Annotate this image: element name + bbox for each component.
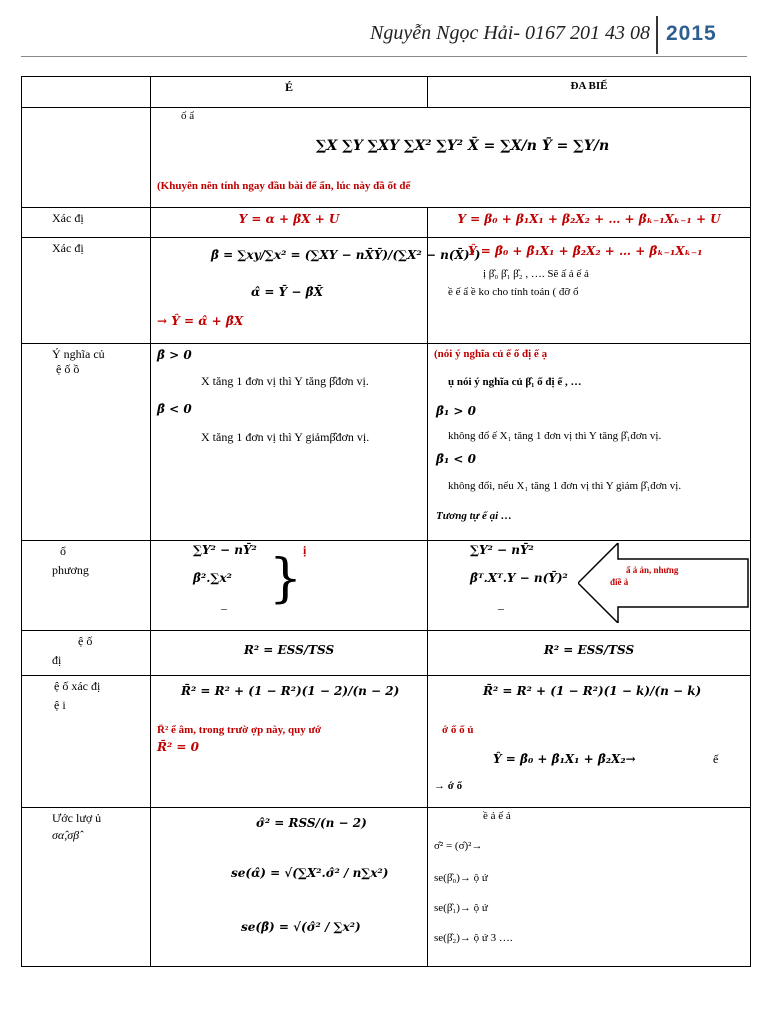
multi-pos-text: không đổ ế X₁ tăng 1 đơn vị thì Y tăng β̂₁đơn vị. — [448, 430, 662, 442]
page-header — [0, 0, 768, 60]
table-header-row — [22, 77, 751, 108]
row-r2-label-cell — [22, 631, 151, 676]
row-r2 — [22, 631, 751, 676]
multi-var-l2: β̂ᵀ.Xᵀ.Y − n(Ȳ)² — [470, 571, 568, 585]
row-adj-label1: ệ ố xác đị — [54, 679, 101, 693]
adj-simple-red2: R̄² = 0 — [157, 740, 199, 754]
adj-multi-tail: → ớ ố — [434, 780, 463, 792]
r2-multi-eq: R² = ESS/TSS — [543, 643, 635, 657]
multi-neg-text: không đổi, nếu X₁ tăng 1 đơn vị thì Y giảm β̂₁đơn vị. — [448, 480, 682, 492]
simple-var-l2: β̂².∑x² — [193, 571, 232, 585]
se-multi-header: ề ả ế ả — [483, 810, 511, 822]
row-se-simple — [151, 808, 428, 967]
row-r2-label1: ệ ố — [78, 634, 93, 648]
row-meaning-simple — [151, 344, 428, 541]
row-meaning-multi — [428, 344, 751, 541]
adj-multi-fit-tail: ế — [713, 752, 719, 766]
multi-var-l3: – — [498, 601, 504, 615]
row-se-label1: Ước lượ ủ — [52, 811, 102, 825]
model-multi-eq: Y = β₀ + β₁X₁ + β₂X₂ + … + βₖ₋₁Xₖ₋₁ + U — [457, 212, 721, 226]
row-model-simple — [151, 208, 428, 238]
simple-var-l3: – — [221, 601, 227, 615]
adj-simple-red1: R̄² ể âm, trong trườ ợp này, quy ướ — [157, 724, 322, 736]
se-multi-4: se(β̂₂)→ ộ ứ 3 …. — [434, 932, 513, 944]
sums-note-top: ố ẩ — [181, 110, 195, 122]
row-estimate-label: Xác đị — [52, 241, 84, 255]
row-r2-simple — [151, 631, 428, 676]
header-author: Nguyễn Ngọc Hải- 0167 201 43 08 — [370, 22, 650, 44]
row-se-multi — [428, 808, 751, 967]
simple-var-red: ị — [303, 543, 307, 557]
adj-multi-red: ớ ố ố ủ — [442, 724, 474, 736]
col-simple-title: É — [284, 80, 293, 94]
multi-estimate-note2: ề ế ẩ ề ko cho tính toán ( đỡ ổ — [448, 286, 579, 298]
multi-pos-cond: β̂₁ > 0 — [436, 404, 476, 418]
multi-var-l1: ∑Y² − nȲ² — [470, 543, 534, 557]
beta-hat-formula: β̂ = ∑xy/∑x² = (∑XY − nX̄Ȳ)/(∑X² − n(X̄)²) — [211, 248, 481, 262]
multi-similar: Tương tự ế ại … — [436, 510, 512, 522]
row-meaning-label1: Ý nghĩa củ — [52, 347, 105, 361]
sums-red-note: (Khuyên nên tính ngay đầu bài để ẩn, lúc này đầ ốt để — [157, 180, 411, 192]
se-alpha-eq: se(α̂) = √(∑X².σ̂² / n∑x²) — [231, 866, 389, 880]
se-multi-1: σ̂² = (σ̂)²→ — [434, 840, 483, 852]
simple-pos-text: X tăng 1 đơn vị thì Y tăng β̂đơn vị. — [201, 374, 369, 388]
sums-formula: ∑X ∑Y ∑XY ∑X² ∑Y² X̄ = ∑X/n Ȳ = ∑Y/n — [316, 138, 610, 154]
sigma-hat-eq: σ̂² = RSS/(n − 2) — [256, 816, 367, 830]
row-se-label2: σα̂,σβ̂ — [52, 828, 80, 842]
row-estimate-multi — [428, 238, 751, 344]
simple-neg-cond: β̂ < 0 — [157, 402, 192, 416]
r2-simple-eq: R² = ESS/TSS — [243, 643, 335, 657]
right-brace: } — [269, 549, 303, 609]
row-model-multi — [428, 208, 751, 238]
row-r2-label2: đị — [52, 653, 62, 667]
se-beta-eq: se(β̂) = √(σ̂² / ∑x²) — [241, 920, 361, 934]
adj-multi-eq: R̄² = R² + (1 − R²)(1 − k)/(n − k) — [483, 684, 702, 698]
col-multi-title: ĐA BIẾ — [570, 80, 608, 92]
arrow-text2: điề ả — [610, 577, 629, 587]
row-meaning — [22, 344, 751, 541]
row-model — [22, 208, 751, 238]
row-variance-label1: ổ — [60, 544, 66, 558]
row-se-label-cell — [22, 808, 151, 967]
header-rule — [21, 56, 747, 57]
row-estimate-label-cell — [22, 238, 151, 344]
row-estimate — [22, 238, 751, 344]
multi-neg-cond: β̂₁ < 0 — [436, 452, 476, 466]
se-multi-2: se(β̂₀)→ ộ ứ — [434, 872, 488, 884]
row-model-label: Xác đị — [52, 211, 84, 225]
row-adj-label2: ệ i — [54, 698, 66, 712]
formula-table — [21, 76, 751, 967]
adj-simple-eq: R̄² = R² + (1 − R²)(1 − 2)/(n − 2) — [181, 684, 400, 698]
model-simple-eq: Y = α + βX + U — [238, 212, 340, 226]
row-meaning-label-cell — [22, 344, 151, 541]
simple-var-l1: ∑Y² − nȲ² — [193, 543, 257, 557]
row-meaning-label2: ệ ố ồ — [56, 362, 80, 376]
row-variance-simple — [151, 541, 428, 631]
multi-meaning-red: (nói ý nghĩa củ ế ố đị ế ạ — [434, 348, 548, 360]
row-variance — [22, 541, 751, 631]
row-r2-multi — [428, 631, 751, 676]
estimate-result: → Ŷ = α̂ + β̂X — [157, 314, 244, 328]
header-simple — [151, 77, 428, 108]
multi-estimate-eq: Ŷ = β̂₀ + β̂₁X₁ + β̂₂X₂ + … + β̂ₖ₋₁Xₖ₋₁ — [468, 244, 703, 258]
row-model-label-cell — [22, 208, 151, 238]
row-sums-content — [151, 108, 751, 208]
row-se — [22, 808, 751, 967]
left-arrow-shape — [578, 543, 750, 623]
row-adj-label-cell — [22, 676, 151, 808]
header-year: 2015 — [666, 22, 717, 45]
row-estimate-simple — [151, 238, 481, 344]
row-adj-simple — [151, 676, 428, 808]
arrow-text1: ấ ả ản, nhưng — [626, 565, 679, 575]
row-adj — [22, 676, 751, 808]
header-cell-empty — [22, 77, 151, 108]
row-variance-label-cell — [22, 541, 151, 631]
row-variance-multi — [428, 541, 751, 631]
header-divider — [656, 16, 658, 54]
multi-estimate-note1: ị β̂₀ β̂₁ β̂₂ , …. Sẽ ấ ả ế ả — [483, 268, 589, 280]
header-multi — [428, 77, 751, 108]
multi-meaning-b1: ụ nói ý nghĩa củ β̂₁ ố đị ế , … — [448, 376, 582, 388]
simple-neg-text: X tăng 1 đơn vị thì Y giảmβ̂đơn vị. — [201, 430, 370, 444]
adj-multi-fit: Ŷ = β̂₀ + β̂₁X₁ + β̂₂X₂→ — [493, 752, 636, 766]
row-variance-label2: phương — [52, 563, 89, 577]
row-adj-multi — [428, 676, 751, 808]
se-multi-3: se(β̂₁)→ ộ ứ — [434, 902, 488, 914]
row-sums — [22, 108, 751, 208]
simple-pos-cond: β̂ > 0 — [157, 348, 192, 362]
row-sums-label — [22, 108, 151, 208]
alpha-hat-formula: α̂ = Ȳ − β̂X̄ — [251, 285, 323, 299]
